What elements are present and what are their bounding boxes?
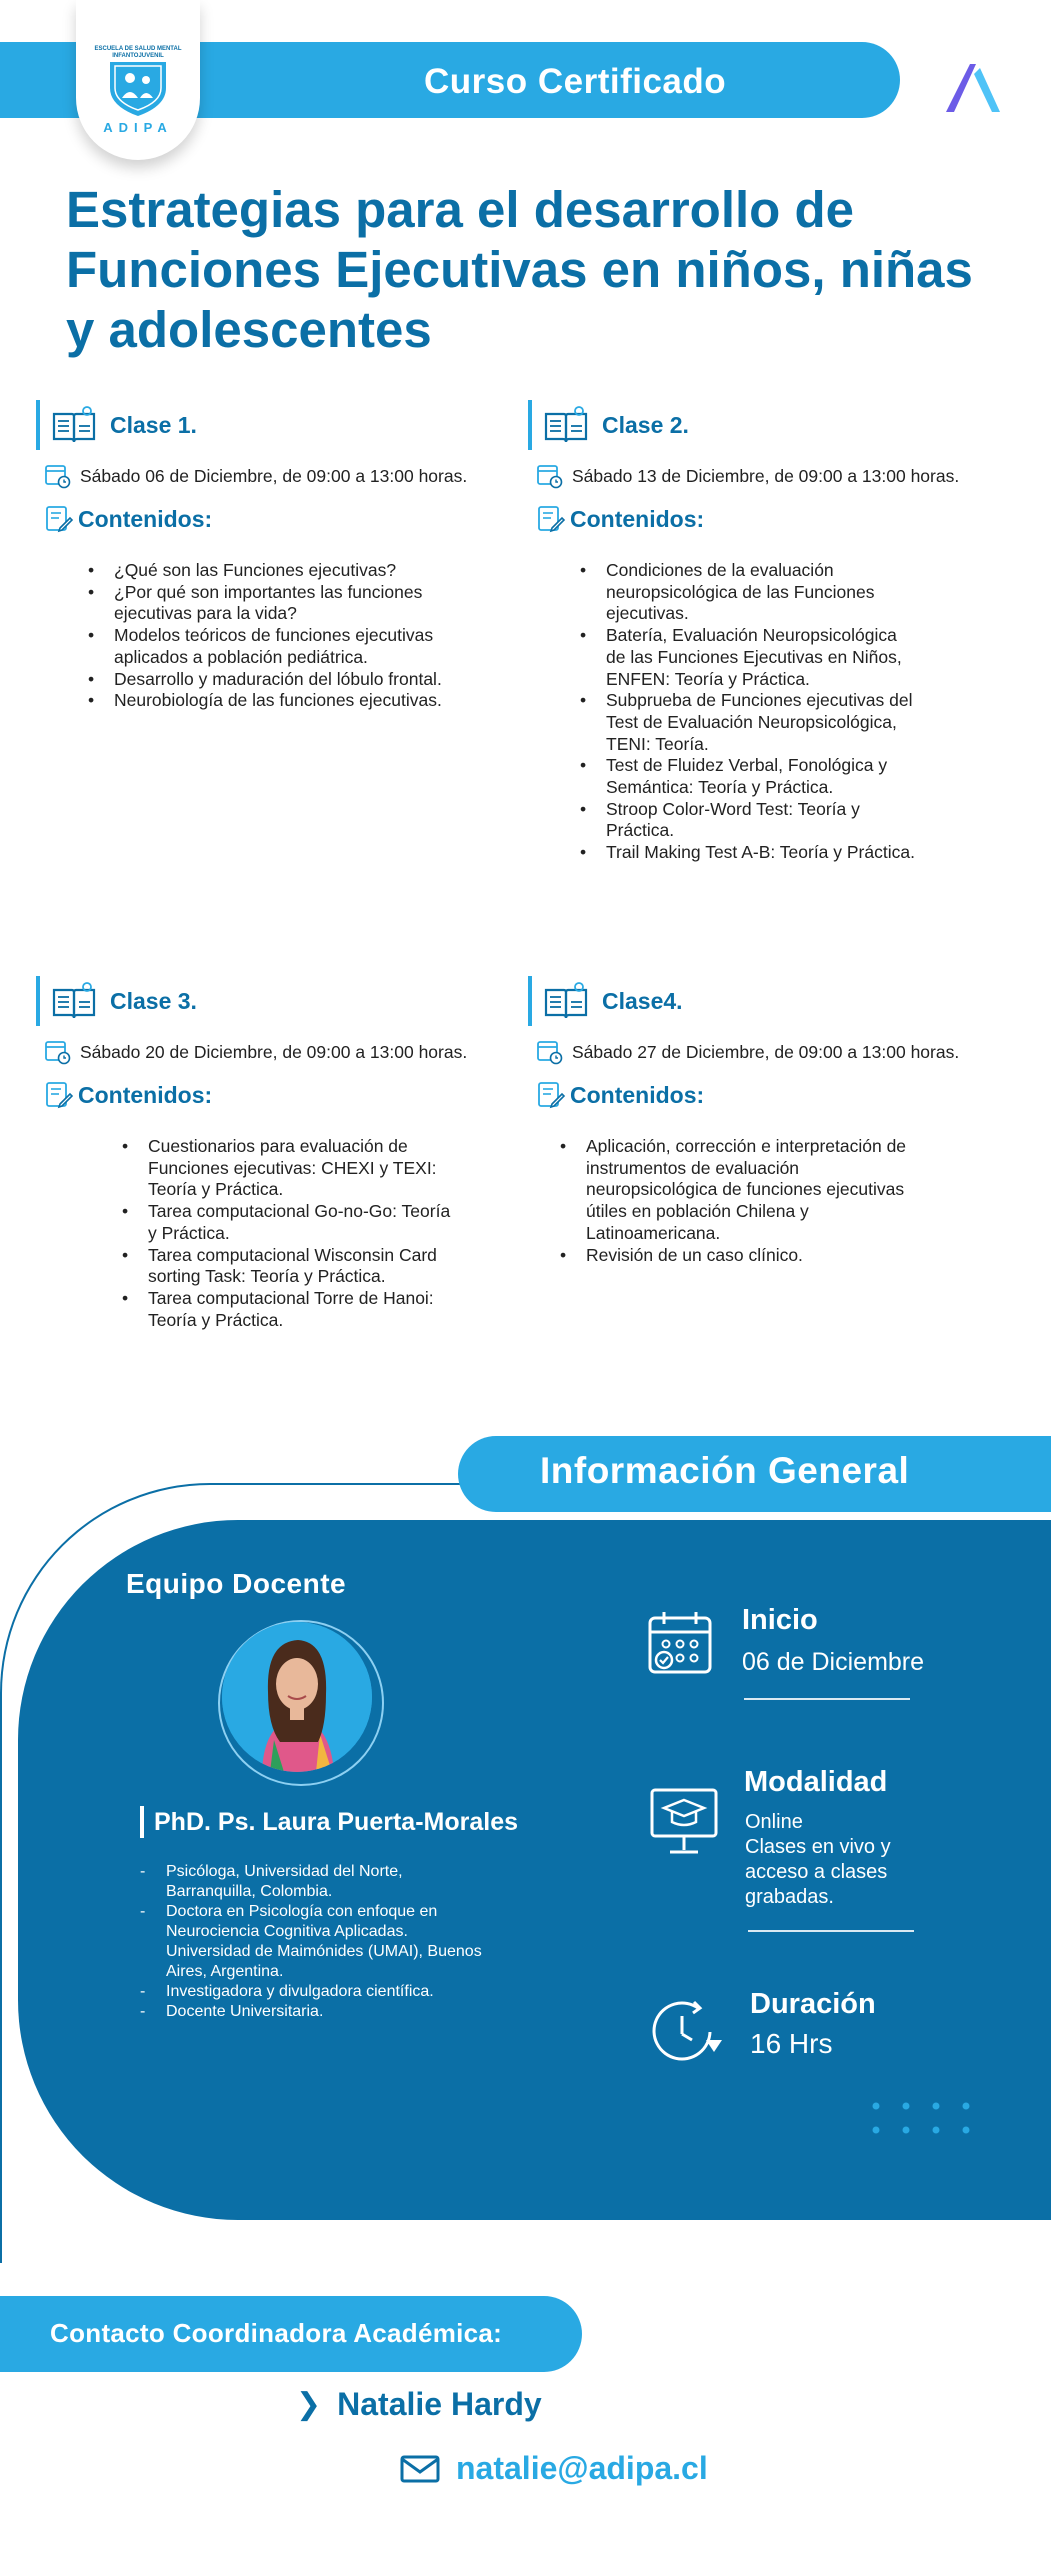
contents-list (586, 1136, 916, 1266)
bio-item: - Doctora en Psicología con enfoque en Neurociencia Cognitiva Aplicadas. Universidad de Maimónides (UMAI), Buenos Aires, Argentina. (166, 1902, 486, 1982)
decorative-dots (870, 2100, 980, 2140)
calendar-clock-icon (536, 1038, 564, 1066)
class-title: Clase 3. (110, 987, 197, 1014)
clock-duration-icon (650, 1996, 726, 2068)
contents-list (114, 560, 444, 712)
class-header (528, 976, 683, 1026)
shield-icon (90, 40, 186, 118)
list-item: • Condiciones de la evaluación neuropsicológica de las Funciones ejecutivas. (606, 560, 916, 625)
class-date-text: Sábado 13 de Diciembre, de 09:00 a 13:00 horas. (572, 465, 960, 486)
document-edit-icon (44, 1080, 74, 1110)
class-date-text: Sábado 27 de Diciembre, de 09:00 a 13:00 horas. (572, 1041, 960, 1062)
open-book-icon (50, 980, 98, 1022)
list-item: • Modelos teóricos de funciones ejecutivas aplicados a población pediátrica. (114, 625, 444, 668)
document-edit-icon (536, 1080, 566, 1110)
contact-email-link[interactable]: natalie@adipa.cl (456, 2450, 708, 2486)
class-header (36, 400, 197, 450)
logo-school-text: ESCUELA DE SALUD MENTAL INFANTOJUVENIL (94, 46, 182, 59)
class-title: Clase4. (602, 987, 683, 1014)
class-block (36, 976, 526, 1376)
teacher-name: PhD. Ps. Laura Puerta-Morales (140, 1806, 518, 1838)
brand-mark-icon (940, 54, 1004, 118)
course-title-line: Funciones Ejecutivas en niños, niñas (66, 241, 973, 298)
document-edit-icon (44, 504, 74, 534)
contents-header (44, 1080, 212, 1110)
class-date-text: Sábado 06 de Diciembre, de 09:00 a 13:00 horas. (80, 465, 468, 486)
list-item: • Tarea computacional Wisconsin Card sorting Task: Teoría y Práctica. (148, 1245, 458, 1288)
class-date (536, 1038, 959, 1066)
calendar-clock-icon (536, 462, 564, 490)
teacher-photo (222, 1622, 372, 1772)
bio-item: - Psicóloga, Universidad del Norte, Barranquilla, Colombia. (166, 1862, 486, 1902)
contents-header (536, 504, 704, 534)
modality-value: Online (745, 1811, 803, 1833)
list-item: • Revisión de un caso clínico. (586, 1245, 916, 1267)
contents-label: Contenidos: (570, 505, 705, 532)
list-item: • Subprueba de Funciones ejecutivas del Test de Evaluación Neuropsicológica, TENI: Teoría. (606, 690, 916, 755)
list-item: • Test de Fluidez Verbal, Fonológica y Semántica: Teoría y Práctica. (606, 755, 916, 798)
bio-item: - Docente Universitaria. (166, 2002, 486, 2022)
class-date (44, 462, 467, 490)
divider (744, 1698, 910, 1700)
list-item: • Tarea computacional Torre de Hanoi: Teoría y Práctica. (148, 1288, 458, 1331)
contact-title: Contacto Coordinadora Académica: (50, 2318, 503, 2348)
online-class-icon (648, 1782, 720, 1862)
modality-detail: Clases en vivo y acceso a clases grabadas. (745, 1836, 891, 1908)
bio-item: - Investigadora y divulgadora científica. (166, 1982, 486, 2002)
list-item: • Batería, Evaluación Neuropsicológica de las Funciones Ejecutivas en Niños, ENFEN: Teoría y Práctica. (606, 625, 916, 690)
contents-label: Contenidos: (570, 1081, 705, 1108)
contents-header (44, 504, 212, 534)
chevron-right-icon: ❯ (296, 2388, 322, 2421)
list-item: • Neurobiología de las funciones ejecutivas. (114, 690, 444, 712)
list-item: • Stroop Color-Word Test: Teoría y Práctica. (606, 799, 916, 842)
open-book-icon (542, 404, 590, 446)
calendar-clock-icon (44, 462, 72, 490)
class-block (528, 976, 1018, 1376)
contents-header (536, 1080, 704, 1110)
list-item: • ¿Qué son las Funciones ejecutivas? (114, 560, 444, 582)
open-book-icon (542, 980, 590, 1022)
class-title: Clase 2. (602, 411, 689, 438)
calendar-clock-icon (44, 1038, 72, 1066)
contact-name: Natalie Hardy (337, 2386, 542, 2422)
course-title-line: y adolescentes (66, 301, 432, 358)
class-date (536, 462, 959, 490)
course-type-label: Curso Certificado (424, 62, 727, 101)
contents-label: Contenidos: (78, 505, 213, 532)
duration-value: 16 Hrs (750, 2028, 833, 2059)
contact-email-row[interactable] (400, 2450, 708, 2487)
list-item: • Aplicación, corrección e interpretación de instrumentos de evaluación neuropsicológica de funciones ejecutivas útiles en población Chilena y Latinoamericana. (586, 1136, 916, 1245)
teacher-portrait-image (222, 1622, 372, 1772)
list-item: • Trail Making Test A-B: Teoría y Práctica. (606, 842, 916, 864)
course-title-line: Estrategias para el desarrollo de (66, 181, 855, 238)
list-item: • Desarrollo y maduración del lóbulo frontal. (114, 669, 444, 691)
contents-list (148, 1136, 458, 1331)
envelope-icon (400, 2454, 440, 2484)
contact-name-row (296, 2386, 542, 2423)
open-book-icon (50, 404, 98, 446)
list-item: • Cuestionarios para evaluación de Funciones ejecutivas: CHEXI y TEXI: Teoría y Práctica. (148, 1136, 458, 1201)
class-title: Clase 1. (110, 411, 197, 438)
class-header (528, 400, 689, 450)
contents-label: Contenidos: (78, 1081, 213, 1108)
class-date (44, 1038, 467, 1066)
document-edit-icon (536, 504, 566, 534)
start-label: Inicio (742, 1604, 818, 1636)
class-block (36, 400, 526, 800)
modality-label: Modalidad (744, 1766, 888, 1798)
contents-list (606, 560, 916, 864)
course-title (66, 180, 1026, 360)
logo-brand-text: ADIPA (103, 120, 173, 135)
start-value: 06 de Diciembre (742, 1648, 925, 1676)
divider (748, 1930, 914, 1932)
info-title: Información General (540, 1450, 910, 1491)
class-block (528, 400, 1018, 940)
calendar-icon (644, 1608, 716, 1680)
class-date-text: Sábado 20 de Diciembre, de 09:00 a 13:00 horas. (80, 1041, 468, 1062)
list-item: • Tarea computacional Go-no-Go: Teoría y Práctica. (148, 1201, 458, 1244)
duration-label: Duración (750, 1988, 876, 2020)
teacher-bio-list (166, 1862, 486, 2022)
list-item: • ¿Por qué son importantes las funciones ejecutivas para la vida? (114, 582, 444, 625)
class-header (36, 976, 197, 1026)
adipa-logo (76, 0, 200, 160)
team-label: Equipo Docente (126, 1568, 347, 1599)
